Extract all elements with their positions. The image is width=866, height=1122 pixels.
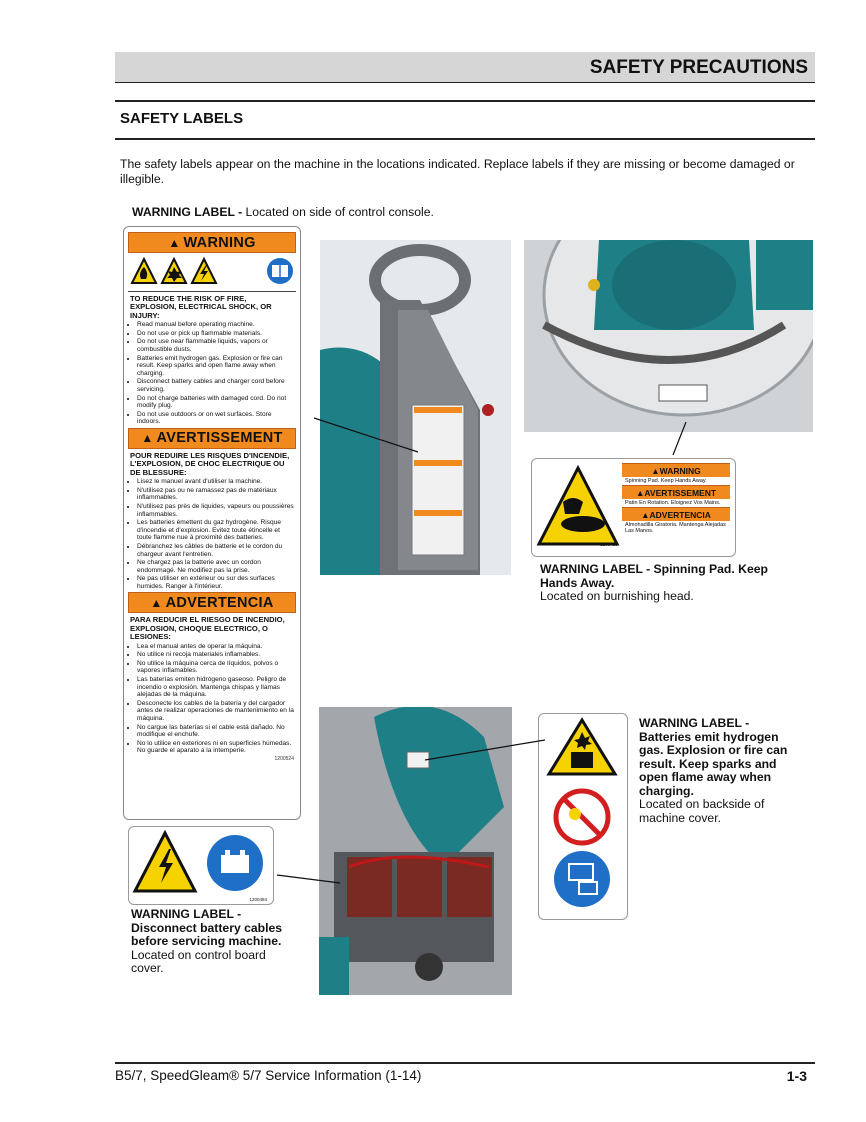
list-item: • No utilice la máquina cerca de líquidos, polvos o vapores inflamables. (137, 660, 294, 675)
warning-triangle-icon: ▲ (635, 487, 645, 498)
spin-text-en: Spinning Pad. Keep Hands Away. (622, 477, 730, 485)
list-item: • No cargue las baterías si el cable está dañado. No modifique el enchufe. (137, 724, 294, 739)
spin-band-es-text: ADVERTENCIA (649, 509, 711, 520)
warning-head-en: TO REDUCE THE RISK OF FIRE, EXPLOSION, ELECTRICAL SHOCK, OR INJURY: (130, 294, 272, 320)
footer-rule (115, 1062, 815, 1064)
disconnect-leader-line (277, 875, 340, 883)
list-item: • Do not use outdoors or on wet surfaces. Store indoors. (137, 411, 294, 426)
warning-head-fr: POUR REDUIRE LES RISQUES D'INCENDIE, L'EXPLOSION, DE CHOC ELECTRIQUE OU DE BLESSURE: (130, 450, 290, 477)
disconnect-caption-bold: WARNING LABEL - Disconnect battery cables before servicing machine. (131, 907, 283, 948)
list-item: • Lisez le manuel avant d'utiliser la machine. (137, 478, 294, 486)
list-item: • Las baterías emiten hidrógeno gaseoso. Peligro de incendio o explosión. Mantenga chispas y llamas alejadas de la máquina. (137, 676, 294, 699)
list-item: • No utilice ni recoja materiales inflamables. (137, 651, 294, 659)
page-number: 1-3 (786, 1068, 807, 1084)
console-label-text: Located on side of control console. (245, 205, 434, 219)
disconnect-caption-text: Located on control board cover. (131, 947, 266, 975)
list-item: • Les batteries émettent du gaz hydrogène. Risque d'incendie et d'explosion. Evitez toute étincelle et toute flamme nue à proximité des batteries. (137, 519, 294, 542)
label-code: 1200524 (274, 756, 294, 762)
intro-paragraph: The safety labels appear on the machine in the locations indicated. Replace labels if they are missing or become damaged or illegible. (120, 157, 795, 186)
band-en-text: WARNING (183, 234, 256, 251)
list-item: • Do not charge batteries with damaged cord. Do not modify plug. (137, 395, 294, 410)
list-item: • Disconnect battery cables and charger cord before servicing. (137, 378, 294, 393)
spin-text-es: Almohadilla Giratoria. Mantenga Alejadas Las Manos. (622, 521, 730, 535)
spin-band-fr-text: AVERTISSEMENT (644, 487, 717, 498)
warning-triangle-icon: ▲ (150, 595, 163, 610)
list-item: • N'utilisez pas près de liquides, vapeurs ou poussières inflammables. (137, 503, 294, 518)
list-item: • Read manual before operating machine. (137, 321, 294, 329)
disconnect-label-code: 1200484 (249, 897, 267, 902)
battery-caption-text: Located on backside of machine cover. (639, 797, 765, 825)
spin-leader-line (673, 422, 686, 455)
warning-head-es: PARA REDUCIR EL RIESGO DE INCENDIO, EXPLOSION, CHOQUE ELECTRICO, O LESIONES: (130, 615, 285, 642)
list-item: • Batteries emit hydrogen gas. Explosion or fire can result. Keep sparks and open flame away when charging. (137, 355, 294, 378)
spin-caption-bold: WARNING LABEL - Spinning Pad. Keep Hands Away. (540, 562, 768, 590)
band-es-text: ADVERTENCIA (165, 594, 274, 611)
list-item: • N'utilisez pas ou ne ramassez pas de matériaux inflammables. (137, 487, 294, 502)
list-item: • Do not use near flammable liquids, vapors or combustible dusts. (137, 338, 294, 353)
footer-doc-title: B5/7, SpeedGleam® 5/7 Service Information (1-14) (115, 1068, 422, 1083)
list-item: • No lo utilice en exteriores ni en superficies húmedas. No guarde el aparato a la intemperie. (137, 740, 294, 755)
battery-leader-line (425, 740, 545, 760)
warning-triangle-icon: ▲ (141, 431, 154, 446)
list-item: • Ne pas utiliser en extérieur ou sur des surfaces humides. Ranger à l'intérieur. (137, 575, 294, 590)
battery-caption-bold: WARNING LABEL - Batteries emit hydrogen gas. Explosion or fire can result. Keep sparks and open flame away when charging. (639, 716, 788, 798)
console-label-bold: WARNING LABEL - (132, 205, 246, 219)
console-leader-line (314, 418, 418, 452)
spin-text-fr: Patin En Rotation. Eloignez Vos Mains. (622, 499, 730, 507)
page-title: SAFETY PRECAUTIONS (589, 57, 808, 78)
list-item: • Ne chargez pas la batterie avec un cordon endommagé. Ne modifiez pas la prise. (137, 559, 294, 574)
warning-triangle-icon: ▲ (651, 465, 660, 476)
warning-triangle-icon: ▲ (168, 235, 181, 250)
list-item: • Do not use or pick up flammable materials. (137, 330, 294, 338)
warning-triangle-icon: ▲ (641, 509, 650, 520)
list-item: • Lea el manual antes de operar la máquina. (137, 643, 294, 651)
spin-band-en-text: WARNING (659, 465, 701, 476)
list-item: • Débranchez les câbles de batterie et le cordon du chargeur avant l'entretien. (137, 543, 294, 558)
list-item: • Desconecte los cables de la batería y del cargador antes de realizar operaciones de mantenimiento en la máquina. (137, 700, 294, 723)
band-fr-text: AVERTISSEMENT (156, 430, 283, 447)
spin-label-code: 1200753 (600, 542, 618, 547)
section-title: SAFETY LABELS (120, 110, 244, 127)
spin-caption-text: Located on burnishing head. (540, 589, 694, 603)
